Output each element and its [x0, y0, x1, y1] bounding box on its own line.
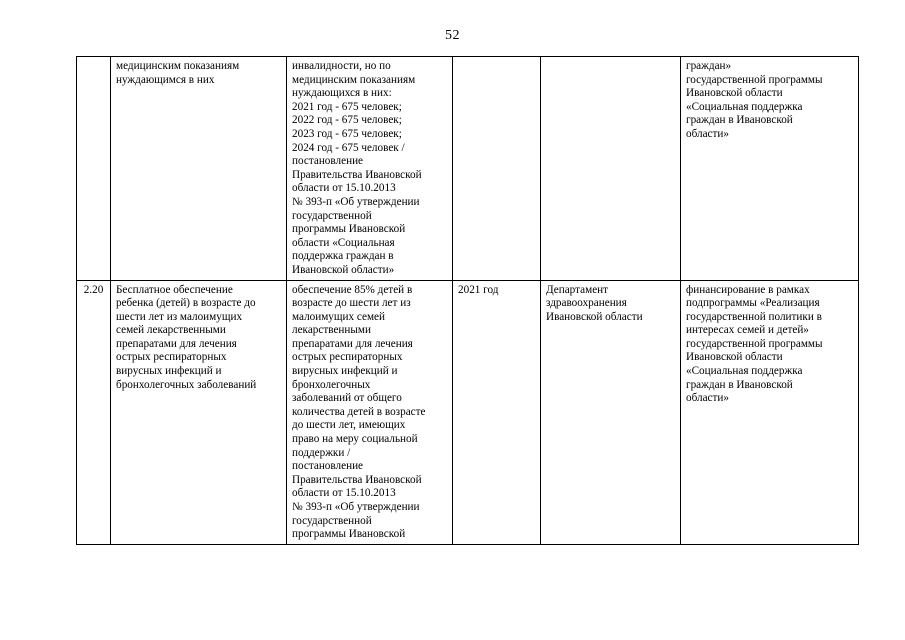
text-line: медицинским показаниям: [116, 60, 240, 72]
indicator-text: [292, 284, 447, 542]
text-line: нуждающимся в них: [116, 73, 215, 86]
period-cell: [453, 57, 541, 281]
text-line: № 393-п «Об утверждении: [292, 195, 420, 208]
text-line: семей лекарственными: [116, 324, 226, 337]
text-line: инвалидности, но по: [292, 60, 391, 72]
financing-text: [686, 60, 853, 142]
text-line: препаратами для лечения: [292, 337, 413, 350]
text-line: № 393-п «Об утверждении: [292, 501, 420, 513]
text-line: программы Ивановской: [292, 528, 406, 541]
text-line: право на меру социальной: [292, 433, 418, 446]
text-line: заболеваний от общего: [292, 392, 402, 405]
text-line: программы Ивановской: [292, 223, 406, 236]
text-line: государственной политики в: [686, 310, 822, 323]
text-line: «Социальная поддержка: [686, 365, 803, 378]
text-line: малоимущих семей: [292, 310, 385, 323]
text-line: Правительства Ивановской: [292, 168, 422, 181]
text-line: обеспечение 85% детей в: [292, 283, 413, 296]
text-line: вирусных инфекций и: [292, 365, 398, 378]
text-line: острых респираторных: [292, 351, 403, 364]
text-line: финансирование в рамках: [686, 283, 810, 296]
text-line: государственной программы: [686, 337, 823, 350]
indicator-cell: [287, 280, 453, 544]
text-line: области»: [686, 392, 729, 405]
financing-text: [686, 284, 853, 406]
text-line: вирусных инфекций и: [116, 365, 222, 378]
text-line: бронхолегочных: [292, 378, 371, 391]
text-line: «Социальная поддержка: [686, 100, 803, 113]
document-table-container: [76, 56, 858, 545]
indicator-cell: [287, 57, 453, 281]
text-line: 2022 год - 675 человек;: [292, 114, 402, 127]
text-line: области «Социальная: [292, 236, 395, 249]
text-line: до шести лет, имеющих: [292, 419, 406, 432]
table-row: [77, 280, 859, 544]
text-line: препаратами для лечения: [116, 337, 237, 350]
text-line: постановление: [292, 460, 364, 473]
text-line: 2021 год - 675 человек;: [292, 100, 402, 113]
page-number: 52: [445, 28, 460, 43]
text-line: шести лет из малоимущих: [116, 310, 243, 323]
table-row: [77, 57, 859, 281]
text-line: Бесплатное обеспечение: [116, 283, 233, 296]
text-line: острых респираторных: [116, 351, 227, 364]
measure-name-cell: [111, 280, 287, 544]
text-line: государственной: [292, 514, 372, 527]
table-body: [77, 57, 859, 545]
text-line: интересах семей и детей»: [686, 324, 809, 337]
text-line: Ивановской области: [686, 351, 783, 364]
text-line: государственной: [292, 209, 372, 222]
text-line: поддержка граждан в: [292, 250, 394, 263]
text-line: 2024 год - 675 человек /: [292, 141, 405, 154]
period-cell: [453, 280, 541, 544]
text-line: государственной программы: [686, 73, 823, 86]
row-number-cell: [77, 57, 111, 281]
text-line: ребенка (детей) в возрасте до: [116, 297, 256, 310]
text-line: лекарственными: [292, 324, 371, 337]
text-line: постановление: [292, 155, 364, 168]
measure-name-text: [116, 60, 281, 87]
row-number-cell: [77, 280, 111, 544]
text-line: области»: [686, 127, 729, 140]
text-line: Департамент: [546, 283, 609, 296]
financing-cell: [681, 280, 859, 544]
responsible-cell: [541, 57, 681, 281]
text-line: нуждающихся в них:: [292, 87, 392, 100]
indicator-text: [292, 60, 447, 278]
measure-name-text: [116, 284, 281, 393]
text-line: поддержки /: [292, 446, 351, 459]
text-line: Правительства Ивановской: [292, 473, 422, 486]
text-line: Ивановской области»: [292, 263, 395, 276]
text-line: граждан в Ивановской: [686, 378, 793, 391]
text-line: бронхолегочных заболеваний: [116, 378, 257, 391]
measure-name-cell: [111, 57, 287, 281]
text-line: подпрограммы «Реализация: [686, 297, 820, 310]
text-line: количества детей в возрасте: [292, 405, 426, 418]
document-table: [76, 56, 859, 545]
text-line: медицинским показаниям: [292, 73, 416, 86]
text-line: граждан в Ивановской: [686, 114, 793, 127]
period-text: [458, 284, 535, 298]
financing-cell: [681, 57, 859, 281]
text-line: области от 15.10.2013: [292, 487, 396, 500]
responsible-text: [546, 284, 675, 325]
responsible-cell: [541, 280, 681, 544]
text-line: области от 15.10.2013: [292, 182, 396, 195]
text-line: 2023 год - 675 человек;: [292, 127, 402, 140]
text-line: 2021 год: [458, 283, 499, 296]
row-number: 2.20: [83, 283, 104, 296]
text-line: граждан»: [686, 60, 732, 72]
text-line: здравоохранения: [546, 297, 627, 310]
text-line: Ивановской области: [546, 310, 643, 323]
text-line: возрасте до шести лет из: [292, 297, 411, 310]
text-line: Ивановской области: [686, 87, 783, 100]
